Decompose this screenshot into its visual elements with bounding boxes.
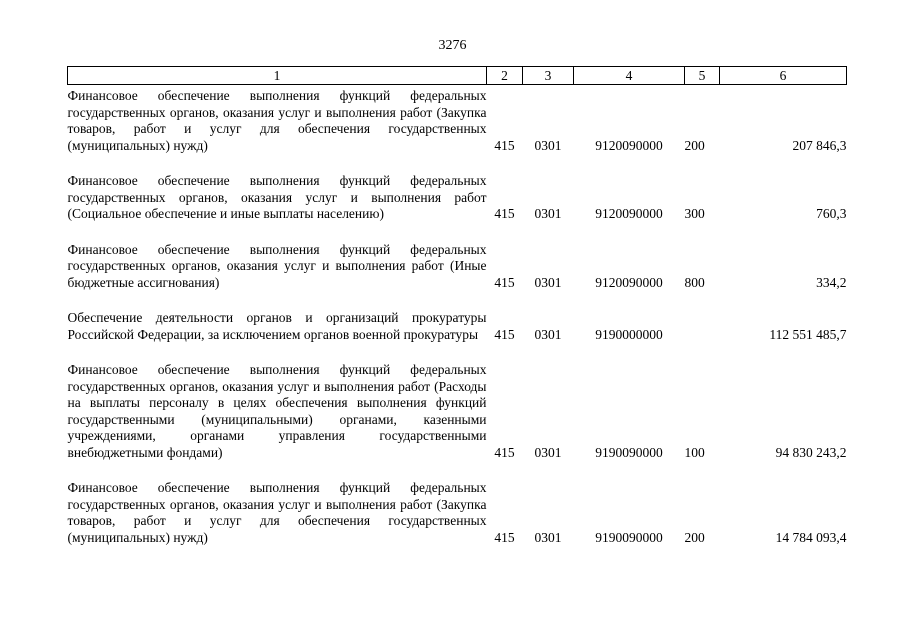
row-spacer: [68, 343, 847, 359]
row-target-code: 9120090000: [595, 206, 663, 221]
row-ministry-code: 415: [494, 206, 515, 221]
row-target-code: 9120090000: [595, 274, 663, 290]
header-col-2: 2: [487, 67, 523, 85]
row-amount: 207 846,3: [792, 137, 847, 153]
row-ministry-code: 415: [494, 274, 515, 290]
row-target-code: 9190000000: [595, 326, 663, 342]
row-expense-type: 300: [684, 206, 705, 221]
row-description: Финансовое обеспечение выполнения функций федеральных государственных органов, оказания услуг и выполнения работ (Расходы на выплаты персоналу в целях обеспечения выполнения функций государственными (муниципальными) органами, казенными учреждениями, органами управления государственными внебюджетными фондами): [67, 362, 487, 460]
row-ministry-code: 415: [494, 137, 515, 153]
row-spacer: [68, 154, 847, 170]
header-row: [68, 67, 847, 85]
row-section-code: 0301: [534, 137, 562, 153]
row-amount: 760,3: [816, 206, 847, 221]
table-row: [68, 170, 847, 223]
budget-table: [67, 66, 847, 546]
row-amount: 14 784 093,4: [775, 529, 847, 545]
row-ministry-code: 415: [494, 444, 515, 460]
table-row: [68, 359, 847, 461]
row-target-code: 9120090000: [595, 137, 663, 153]
row-section-code: 0301: [534, 274, 562, 290]
row-target-code: 9190090000: [595, 444, 663, 460]
row-section-code: 0301: [534, 529, 562, 545]
header-col-4: 4: [574, 67, 685, 85]
row-ministry-code: 415: [494, 529, 515, 545]
header-col-5: 5: [685, 67, 720, 85]
header-col-1: 1: [68, 67, 487, 85]
row-amount: 112 551 485,7: [769, 326, 847, 342]
page-number: 3276: [438, 38, 467, 53]
row-spacer: [68, 461, 847, 477]
row-amount: 334,2: [816, 274, 847, 290]
row-expense-type: 100: [684, 444, 705, 460]
row-description: Обеспечение деятельности органов и организаций прокуратуры Российской Федерации, за исключением органов военной прокуратуры: [67, 310, 487, 342]
row-expense-type: [685, 307, 720, 343]
row-description: Финансовое обеспечение выполнения функций федеральных государственных органов, оказания услуг и выполнения работ (Закупка товаров, работ и услуг для обеспечения государственных (муниципальных) нужд): [67, 88, 487, 153]
row-spacer: [68, 223, 847, 239]
row-section-code: 0301: [534, 206, 562, 221]
row-expense-type: 200: [684, 137, 705, 153]
row-target-code: 9190090000: [595, 529, 663, 545]
row-spacer: [68, 291, 847, 307]
row-description: Финансовое обеспечение выполнения функций федеральных государственных органов, оказания услуг и выполнения работ (Закупка товаров, работ и услуг для обеспечения государственных (муниципальных) нужд): [67, 480, 487, 545]
header-col-3: 3: [523, 67, 574, 85]
table-row: [68, 477, 847, 546]
header-col-6: 6: [720, 67, 847, 85]
row-amount: 94 830 243,2: [775, 444, 847, 460]
row-section-code: 0301: [534, 326, 562, 342]
row-description: Финансовое обеспечение выполнения функций федеральных государственных органов, оказания услуг и выполнения работ (Социальное обеспечение и иные выплаты населению): [67, 173, 487, 221]
table-row: [68, 85, 847, 155]
table-row: [68, 239, 847, 292]
row-expense-type: 800: [684, 274, 705, 290]
row-description: Финансовое обеспечение выполнения функций федеральных государственных органов, оказания услуг и выполнения работ (Иные бюджетные ассигнования): [67, 241, 487, 290]
row-expense-type: 200: [684, 529, 705, 545]
row-section-code: 0301: [534, 444, 562, 460]
row-ministry-code: 415: [494, 326, 515, 342]
table-row: [68, 307, 847, 343]
